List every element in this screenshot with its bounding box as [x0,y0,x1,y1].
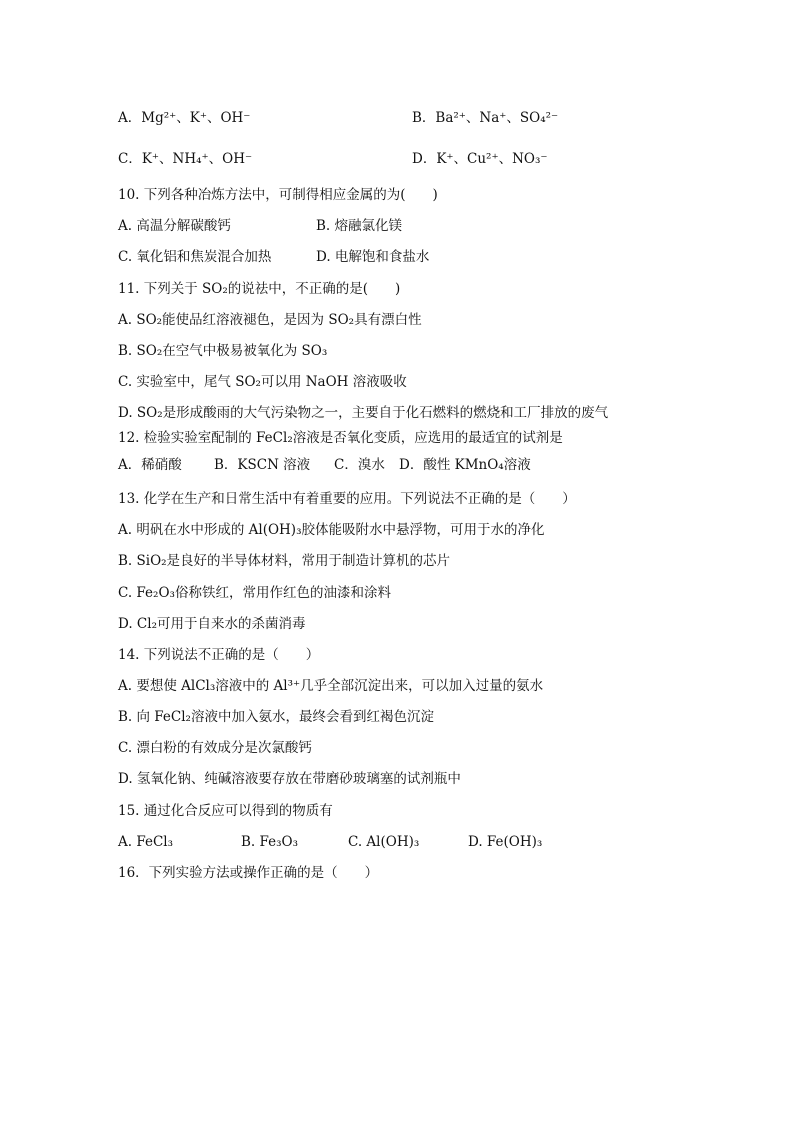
q14-option-b: B. 向 FeCl₂溶液中加入氨水，最终会看到红褐色沉淀 [118,709,434,725]
q11-stem: 11. 下列关于 SO₂的说祛中，不正确的是( ) [118,281,401,297]
q13-stem: 13. 化学在生产和日常生活中有着重要的应用。下列说法不正确的是（ ） [118,491,576,507]
q11-option-a: A. SO₂能使品红溶液褪色，是因为 SO₂具有漂白性 [118,312,422,328]
q11-option-d: D. SO₂是形成酸雨的大气污染物之一，主要自于化石燃料的燃烧和工厂排放的废气 [118,405,609,421]
q12-option-d: D．酸性 KMnO₄溶液 [399,457,531,473]
q12-stem: 12. 检验实验室配制的 FeCl₂溶液是否氧化变质，应选用的最适宜的试剂是 [118,430,563,446]
q10-option-c: C. 氧化铝和焦炭混合加热 [118,249,272,265]
q15-option-a: A. FeCl₃ [118,834,174,850]
q10-stem: 10. 下列各种冶炼方法中，可制得相应金属的为( ) [118,187,438,203]
q14-option-c: C. 漂白粉的有效成分是次氯酸钙 [118,740,312,756]
q15-option-d: D. Fe(OH)₃ [468,834,543,850]
q14-option-d: D. 氢氧化钠、纯碱溶液要存放在带磨砂玻璃塞的试剂瓶中 [118,771,461,787]
q11-option-c: C. 实验室中，尾气 SO₂可以用 NaOH 溶液吸收 [118,374,407,390]
q9-option-b: B．Ba²⁺、Na⁺、SO₄²⁻ [412,110,559,126]
q15-stem: 15. 通过化合反应可以得到的物质有 [118,803,333,819]
q10-option-b: B. 熔融氯化镁 [316,218,403,234]
q10-option-a: A. 高温分解碳酸钙 [118,218,231,234]
q16-stem: 16．下列实验方法或操作正确的是（ ） [118,865,379,881]
q9-option-c: C．K⁺、NH₄⁺、OH⁻ [118,151,253,167]
q12-option-a: A．稀硝酸 [118,457,182,473]
q11-option-b: B. SO₂在空气中极易被氧化为 SO₃ [118,343,328,359]
q15-option-c: C. Al(OH)₃ [348,834,420,850]
q15-option-b: B. Fe₃O₃ [241,834,299,850]
q9-option-d: D．K⁺、Cu²⁺、NO₃⁻ [412,151,548,167]
q13-option-a: A. 明矾在水中形成的 Al(OH)₃胶体能吸附水中悬浮物，可用于水的净化 [118,522,545,538]
q9-option-a: A．Mg²⁺、K⁺、OH⁻ [118,110,251,126]
q13-option-d: D. Cl₂可用于自来水的杀菌消毒 [118,616,306,632]
q12-option-c: C．溴水 [334,457,385,473]
q14-stem: 14. 下列说法不正确的是（ ） [118,647,320,663]
q12-option-b: B．KSCN 溶液 [214,457,311,473]
q10-option-d: D. 电解饱和食盐水 [316,249,430,265]
q14-option-a: A. 要想使 AlCl₃溶液中的 Al³⁺几乎全部沉淀出来，可以加入过量的氨水 [118,678,544,694]
q13-option-c: C. Fe₂O₃俗称铁红，常用作红色的油漆和涂料 [118,585,391,601]
q13-option-b: B. SiO₂是良好的半导体材料，常用于制造计算机的芯片 [118,553,451,569]
